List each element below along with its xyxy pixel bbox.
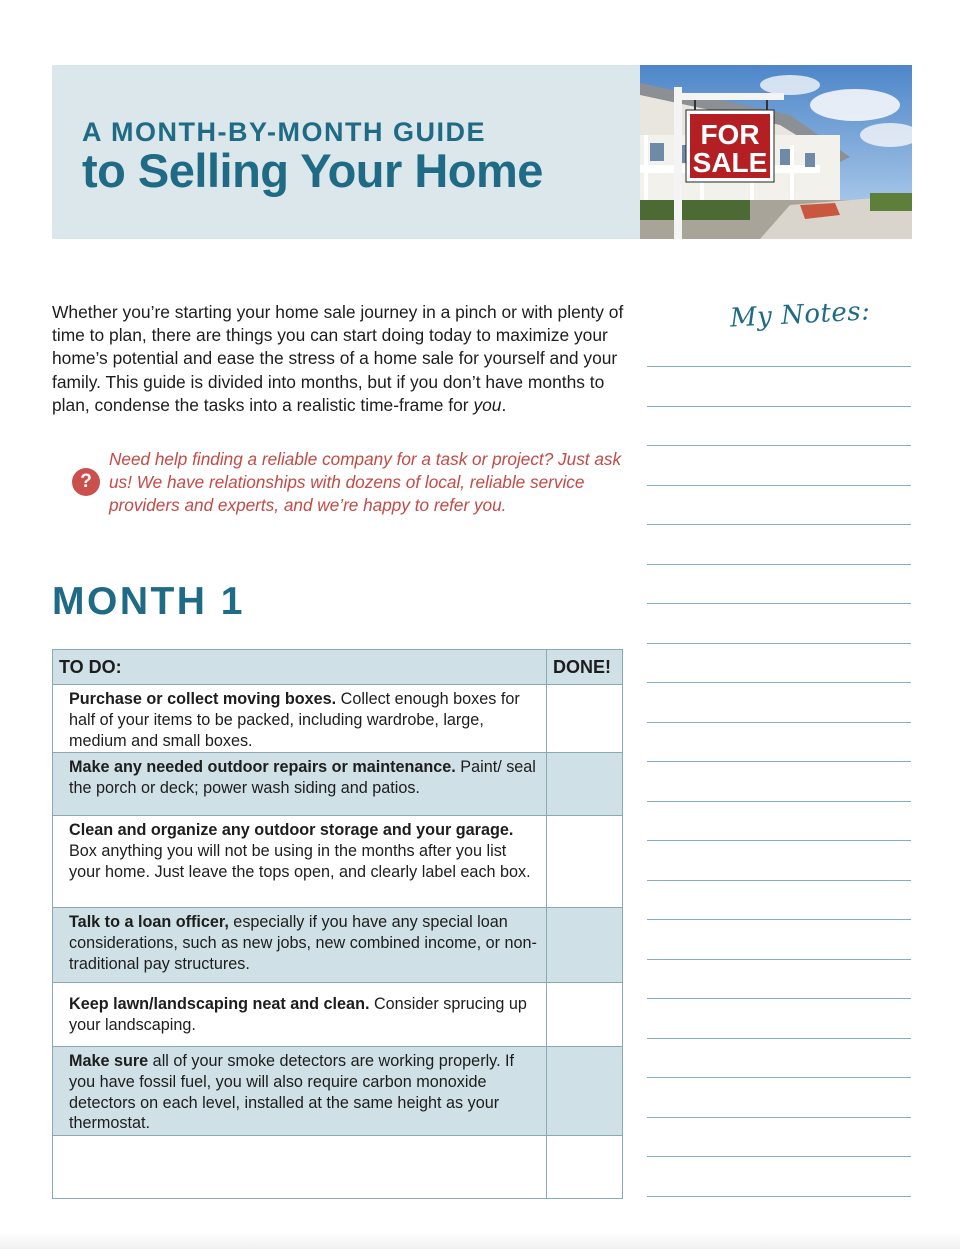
note-line[interactable] xyxy=(647,603,911,604)
note-line[interactable] xyxy=(647,524,911,525)
task-cell xyxy=(53,908,547,983)
question-icon: ? xyxy=(72,468,100,496)
task-title: Make any needed outdoor repairs or maintenance. xyxy=(69,758,456,776)
done-checkbox[interactable] xyxy=(547,1047,623,1136)
task-cell xyxy=(53,685,547,753)
task-detail: Consider sprucing up your landscaping. xyxy=(69,995,527,1034)
note-line[interactable] xyxy=(647,564,911,565)
note-line[interactable] xyxy=(647,880,911,881)
header-title: to Selling Your Home xyxy=(82,144,543,197)
done-checkbox[interactable] xyxy=(547,908,623,983)
note-line[interactable] xyxy=(647,722,911,723)
task-title: Keep lawn/landscaping neat and clean. xyxy=(69,995,370,1013)
intro-paragraph xyxy=(52,301,627,417)
intro-text: Whether you’re starting your home sale journey in a pinch or with plenty of time to plan, there are things you can start doing today to maximize your home’s potential and ease the stress of a home sale for yourself and your family. This guide is divided into months, but if you don’t have months to plan, condense the tasks into a realistic time-frame for xyxy=(52,302,624,415)
task-title: Talk to a loan officer, xyxy=(69,913,229,931)
col-todo-header: TO DO: xyxy=(53,650,547,685)
todo-table xyxy=(52,649,623,1199)
note-line[interactable] xyxy=(647,919,911,920)
table-row xyxy=(53,753,623,816)
note-line[interactable] xyxy=(647,445,911,446)
task-title: Clean and organize any outdoor storage and your garage. xyxy=(69,821,514,839)
note-line[interactable] xyxy=(647,840,911,841)
task-title: Make sure xyxy=(69,1052,149,1070)
task-detail: especially if you have any special loan considerations, such as new jobs, new combined income, or non-traditional pay structures. xyxy=(69,913,537,973)
task-cell xyxy=(53,1047,547,1136)
task-detail: Box anything you will not be using in the months after you list your home. Just leave the tops open, and clearly label each box. xyxy=(69,841,531,881)
done-checkbox[interactable] xyxy=(547,983,623,1047)
done-checkbox[interactable] xyxy=(547,816,623,908)
note-line[interactable] xyxy=(647,1117,911,1118)
col-done-header: DONE! xyxy=(547,650,623,685)
note-line[interactable] xyxy=(647,959,911,960)
task-cell xyxy=(53,983,547,1047)
for-sale-photo xyxy=(640,65,912,239)
done-checkbox[interactable] xyxy=(547,753,623,816)
table-row xyxy=(53,1136,623,1199)
note-line[interactable] xyxy=(647,643,911,644)
sign-text-sale: SALE xyxy=(692,147,768,178)
table-row xyxy=(53,983,623,1047)
month-title: MONTH 1 xyxy=(52,580,245,623)
intro-end: . xyxy=(501,394,507,415)
header-kicker: A MONTH-BY-MONTH GUIDE xyxy=(82,117,486,147)
note-line[interactable] xyxy=(647,1077,911,1078)
note-line[interactable] xyxy=(647,682,911,683)
note-line[interactable] xyxy=(647,1156,911,1157)
done-checkbox[interactable] xyxy=(547,685,623,753)
task-cell-empty[interactable] xyxy=(53,1136,547,1199)
intro-emphasis: you xyxy=(473,394,502,415)
note-line[interactable] xyxy=(647,801,911,802)
table-row xyxy=(53,908,623,983)
note-line[interactable] xyxy=(647,1038,911,1039)
note-line[interactable] xyxy=(647,485,911,486)
note-line[interactable] xyxy=(647,761,911,762)
note-line[interactable] xyxy=(647,1196,911,1197)
task-detail: Paint/ seal the porch or deck; power wash siding and patios. xyxy=(69,758,536,797)
table-header xyxy=(53,650,623,685)
task-cell xyxy=(53,753,547,816)
task-detail: all of your smoke detectors are working properly. If you have fossil fuel, you will also require carbon monoxide detectors on each level, installed at the same height as your thermostat. xyxy=(69,1052,515,1133)
page-bottom-edge xyxy=(0,1232,960,1249)
table-row xyxy=(53,1047,623,1136)
help-note: Need help finding a reliable company for a task or project? Just ask us! We have relationships with dozens of local, reliable service providers and experts, and we’re happy to refer you. xyxy=(109,449,622,515)
table-row xyxy=(53,816,623,908)
notes-title: My Notes: xyxy=(729,296,872,334)
task-cell xyxy=(53,816,547,908)
task-title: Purchase or collect moving boxes. xyxy=(69,690,337,708)
done-checkbox[interactable] xyxy=(547,1136,623,1199)
sign-text-for: FOR xyxy=(700,119,760,150)
note-line[interactable] xyxy=(647,406,911,407)
note-line[interactable] xyxy=(647,998,911,999)
task-detail: Collect enough boxes for half of your items to be packed, including wardrobe, large, medium and small boxes. xyxy=(69,690,520,750)
table-row xyxy=(53,685,623,753)
note-line[interactable] xyxy=(647,366,911,367)
house-illustration xyxy=(640,65,912,239)
